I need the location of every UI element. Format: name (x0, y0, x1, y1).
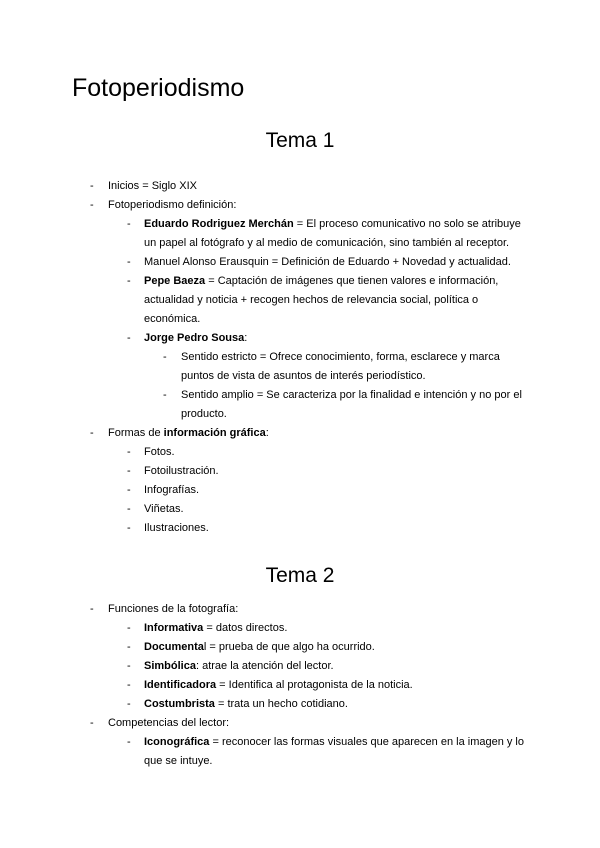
list-item-iconografica (0, 733, 526, 771)
item-bold-term: información gráfica (163, 427, 266, 439)
bullet-dash: - (127, 641, 131, 653)
list-item-manuel-alonso-erausquin (0, 253, 526, 272)
list-item-inicios (0, 177, 526, 196)
bullet-dash: - (127, 465, 131, 477)
item-text: Fotoperiodismo definición: (108, 199, 237, 211)
item-bold-term: Eduardo Rodriguez Merchán (144, 218, 294, 230)
document-title: Fotoperiodismo (72, 74, 245, 102)
item-bold-term: Iconográfica (144, 736, 210, 748)
item-text: = Identifica al protagonista de la noticia. (216, 679, 413, 691)
item-text-prefix: Formas de (108, 427, 164, 439)
list-item-simbolica (0, 657, 526, 676)
section-title-tema-1: Tema 1 (265, 129, 335, 152)
bullet-dash: - (127, 660, 131, 672)
tema-2-list (0, 600, 600, 771)
item-bold-term: Pepe Baeza (144, 275, 206, 287)
list-item-formas-informacion-grafica (0, 424, 526, 443)
item-text: Competencias del lector: (108, 717, 230, 729)
bullet-dash: - (90, 427, 94, 439)
list-item-sentido-amplio (0, 386, 526, 424)
bullet-dash: - (163, 351, 167, 363)
list-item-documental (0, 638, 526, 657)
list-item-ilustraciones (0, 519, 526, 538)
bullet-dash: - (127, 446, 131, 458)
item-text: Infografías. (144, 484, 200, 496)
bullet-dash: - (127, 275, 131, 287)
section-title-tema-2: Tema 2 (265, 564, 335, 587)
bullet-dash: - (127, 256, 131, 268)
list-item-costumbrista (0, 695, 526, 714)
bullet-dash: - (90, 199, 94, 211)
list-item-infografias (0, 481, 526, 500)
item-text: : atrae la atención del lector. (195, 660, 334, 672)
item-text: Ilustraciones. (144, 522, 209, 534)
item-text: = reconocer las formas visuales que aparecen en la imagen y lo que se intuye. (144, 736, 524, 767)
bullet-dash: - (90, 603, 94, 615)
item-text: Fotos. (144, 446, 175, 458)
list-item-fotoilustracion (0, 462, 526, 481)
list-item-competencias-lector (0, 714, 526, 733)
bullet-dash: - (90, 180, 94, 192)
list-item-identificadora (0, 676, 526, 695)
item-text: = El proceso comunicativo no solo se atribuye un papel al fotógrafo y al medio de comunicación, sino también al receptor. (144, 218, 521, 249)
item-text: l = prueba de que algo ha ocurrido. (203, 641, 375, 653)
bullet-dash: - (90, 717, 94, 729)
bullet-dash: - (127, 522, 131, 534)
item-text: = trata un hecho cotidiano. (214, 698, 348, 710)
list-item-pepe-baeza (0, 272, 526, 329)
list-item-fotos (0, 443, 526, 462)
bullet-dash: - (127, 622, 131, 634)
bullet-dash: - (127, 698, 131, 710)
list-item-fotoperiodismo-definicion (0, 196, 526, 215)
item-text: Viñetas. (144, 503, 184, 515)
bullet-dash: - (127, 736, 131, 748)
item-text: Inicios = Siglo XIX (108, 180, 197, 192)
item-bold-term: Costumbrista (144, 698, 215, 710)
list-item-jorge-pedro-sousa (0, 329, 526, 348)
list-item-funciones-fotografia (0, 600, 526, 619)
item-text: Funciones de la fotografía: (108, 603, 239, 615)
item-text: = Captación de imágenes que tienen valores e información, actualidad y noticia + recogen hechos de relevancia social, política o económica. (144, 275, 499, 325)
item-text: : (265, 427, 269, 439)
list-item-sentido-estricto (0, 348, 526, 386)
bullet-dash: - (127, 332, 131, 344)
item-text: Sentido estricto = Ofrece conocimiento, forma, esclarece y marca puntos de vista de asuntos de interés periodístico. (181, 351, 500, 382)
item-bold-term: Simbólica (144, 660, 196, 672)
bullet-dash: - (163, 389, 167, 401)
item-text: Manuel Alonso Erausquin = Definición de Eduardo + Novedad y actualidad. (144, 256, 511, 268)
bullet-dash: - (127, 679, 131, 691)
item-text: Sentido amplio = Se caracteriza por la finalidad e intención y no por el producto. (181, 389, 522, 420)
item-text: : (244, 332, 248, 344)
list-item-informativa (0, 619, 526, 638)
list-item-eduardo-rodriguez-merchan (0, 215, 526, 253)
item-bold-term: Documenta (144, 641, 204, 653)
bullet-dash: - (127, 503, 131, 515)
bullet-dash: - (127, 218, 131, 230)
tema-1-list (0, 177, 600, 538)
list-item-vinetas (0, 500, 526, 519)
item-bold-term: Informativa (144, 622, 204, 634)
item-text: Fotoilustración. (144, 465, 219, 477)
item-bold-term: Identificadora (144, 679, 217, 691)
bullet-dash: - (127, 484, 131, 496)
item-text: = datos directos. (203, 622, 288, 634)
item-bold-term: Jorge Pedro Sousa (144, 332, 245, 344)
